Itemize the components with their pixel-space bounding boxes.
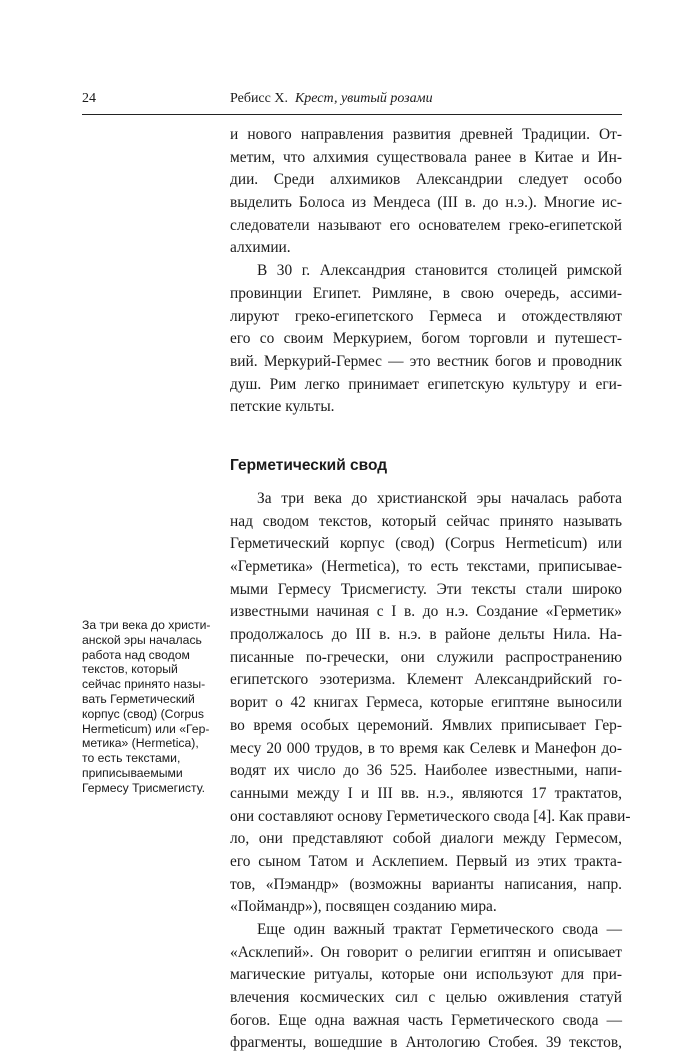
margin-note-line: приписываемыми — [82, 765, 183, 780]
text-line: петские культы. — [230, 398, 335, 416]
text-line: водят их число до 36 525. Наиболее известными, напи- — [230, 762, 622, 780]
margin-note-line: Hermeticum) или «Гер- — [82, 721, 210, 736]
text-line: во время особых церемоний. Ямвлих приписывает Гер- — [230, 716, 622, 734]
text-line: мыми Гермесу Трисмегисту. Эти тексты стали широко — [230, 580, 622, 598]
paragraph — [230, 124, 622, 260]
text-line: влечения космических сил с целью оживления статуй — [230, 989, 622, 1007]
text-line: санными между I и III вв. н.э., являются 17 трактатов, — [230, 784, 622, 802]
text-line: богов. Еще одна важная часть Герметического свода — — [230, 1011, 622, 1029]
text-line: лируют греко-египетского Гермеса и отождествляют — [230, 307, 622, 325]
paragraph — [230, 919, 622, 1055]
text-line: В 30 г. Александрия становится столицей римской — [257, 262, 622, 280]
running-head — [230, 91, 433, 107]
text-line: выделить Болоса из Мендеса (III в. до н.э.). Многие ис- — [230, 194, 622, 212]
text-line: душ. Рим легко принимает египетскую культуру и еги- — [230, 375, 622, 393]
text-line: алхимии. — [230, 239, 291, 257]
text-line: Еще один важный трактат Герметического свода — — [257, 921, 622, 938]
text-line: «Асклепий». Он говорит о религии египтян и описывает — [230, 943, 622, 961]
margin-note-line: работа над сводом — [82, 647, 190, 662]
text-line: «Герметика» (Hermetica), то есть текстами, приписывае- — [230, 558, 622, 575]
text-line: продолжалось до III в. н.э. в районе дельты Нила. На- — [230, 626, 622, 644]
section-heading: Герметический свод — [230, 456, 388, 474]
text-line: следователи называют его основателем греко-египетской — [230, 216, 622, 234]
margin-note-line: Гермесу Трисмегисту. — [82, 780, 205, 795]
margin-note — [82, 618, 222, 796]
margin-note-line: сейчас принято назы- — [82, 677, 206, 692]
text-line: месу 20 000 трудов, в то время как Селевк и Манефон до- — [230, 739, 622, 757]
text-line: фрагменты, вошедшие в Антологию Стобея. 39 текстов, — [230, 1034, 622, 1052]
text-line: и нового направления развития древней Традиции. От- — [230, 126, 622, 143]
text-line: его со своим Меркурием, богом торговли и путешест- — [230, 330, 622, 348]
text-line: египетского эзотеризма. Клемент Александрийский го- — [230, 671, 622, 689]
main-text-column — [230, 124, 631, 1055]
text-line: дии. Среди алхимиков Александрии следует особо — [230, 171, 622, 189]
text-line: известными начиная с I в. до н.э. Создание «Герметик» — [230, 603, 622, 621]
running-header — [82, 90, 622, 115]
margin-note-line: то есть текстами, — [82, 751, 181, 766]
text-line: ворит о 42 книгах Гермеса, которые египтяне выносили — [230, 694, 622, 712]
text-line: ло, они представляют собой диалоги между Гермесом, — [230, 830, 622, 848]
text-line: тов, «Пэмандр» (возможны варианты написания, напр. — [230, 875, 622, 893]
paragraph — [230, 260, 622, 419]
text-line: Герметический корпус (свод) (Corpus Hermeticum) или — [230, 535, 622, 553]
text-line: магические ритуалы, которые они используют для при- — [230, 966, 622, 984]
text-line: За три века до христианской эры началась работа — [257, 489, 622, 507]
text-line: они составляют основу Герметического свода [4]. Как прави- — [230, 807, 631, 825]
margin-note-line: вать Герметический — [82, 691, 195, 706]
margin-note-line: За три века до христи- — [82, 618, 211, 632]
paragraph — [230, 488, 631, 919]
text-line: вий. Меркурий-Гермес — это вестник богов и проводник — [230, 352, 622, 370]
text-line: писанные по-гречески, они служили распространению — [230, 648, 622, 666]
text-line: «Поймандр»), посвящен созданию мира. — [230, 898, 497, 916]
margin-note-line: текстов, который — [82, 662, 178, 677]
text-line: провинции Египет. Римляне, в свою очередь, ассими- — [230, 284, 622, 302]
running-head-title: Крест, увитый розами — [294, 91, 433, 106]
margin-note-line: метика» (Hermetica), — [82, 736, 199, 751]
text-line: метим, что алхимия существовала ранее в Китае и Ин- — [230, 148, 622, 166]
margin-note-line: анской эры началась — [82, 632, 202, 647]
page-number: 24 — [82, 91, 96, 106]
text-line: над сводом текстов, который сейчас принято называть — [230, 512, 622, 530]
text-line: его сыном Татом и Асклепием. Первый из этих тракта- — [230, 852, 622, 870]
margin-note-line: корпус (свод) (Corpus — [82, 706, 204, 721]
running-head-author: Ребисс Х. — [230, 91, 288, 106]
